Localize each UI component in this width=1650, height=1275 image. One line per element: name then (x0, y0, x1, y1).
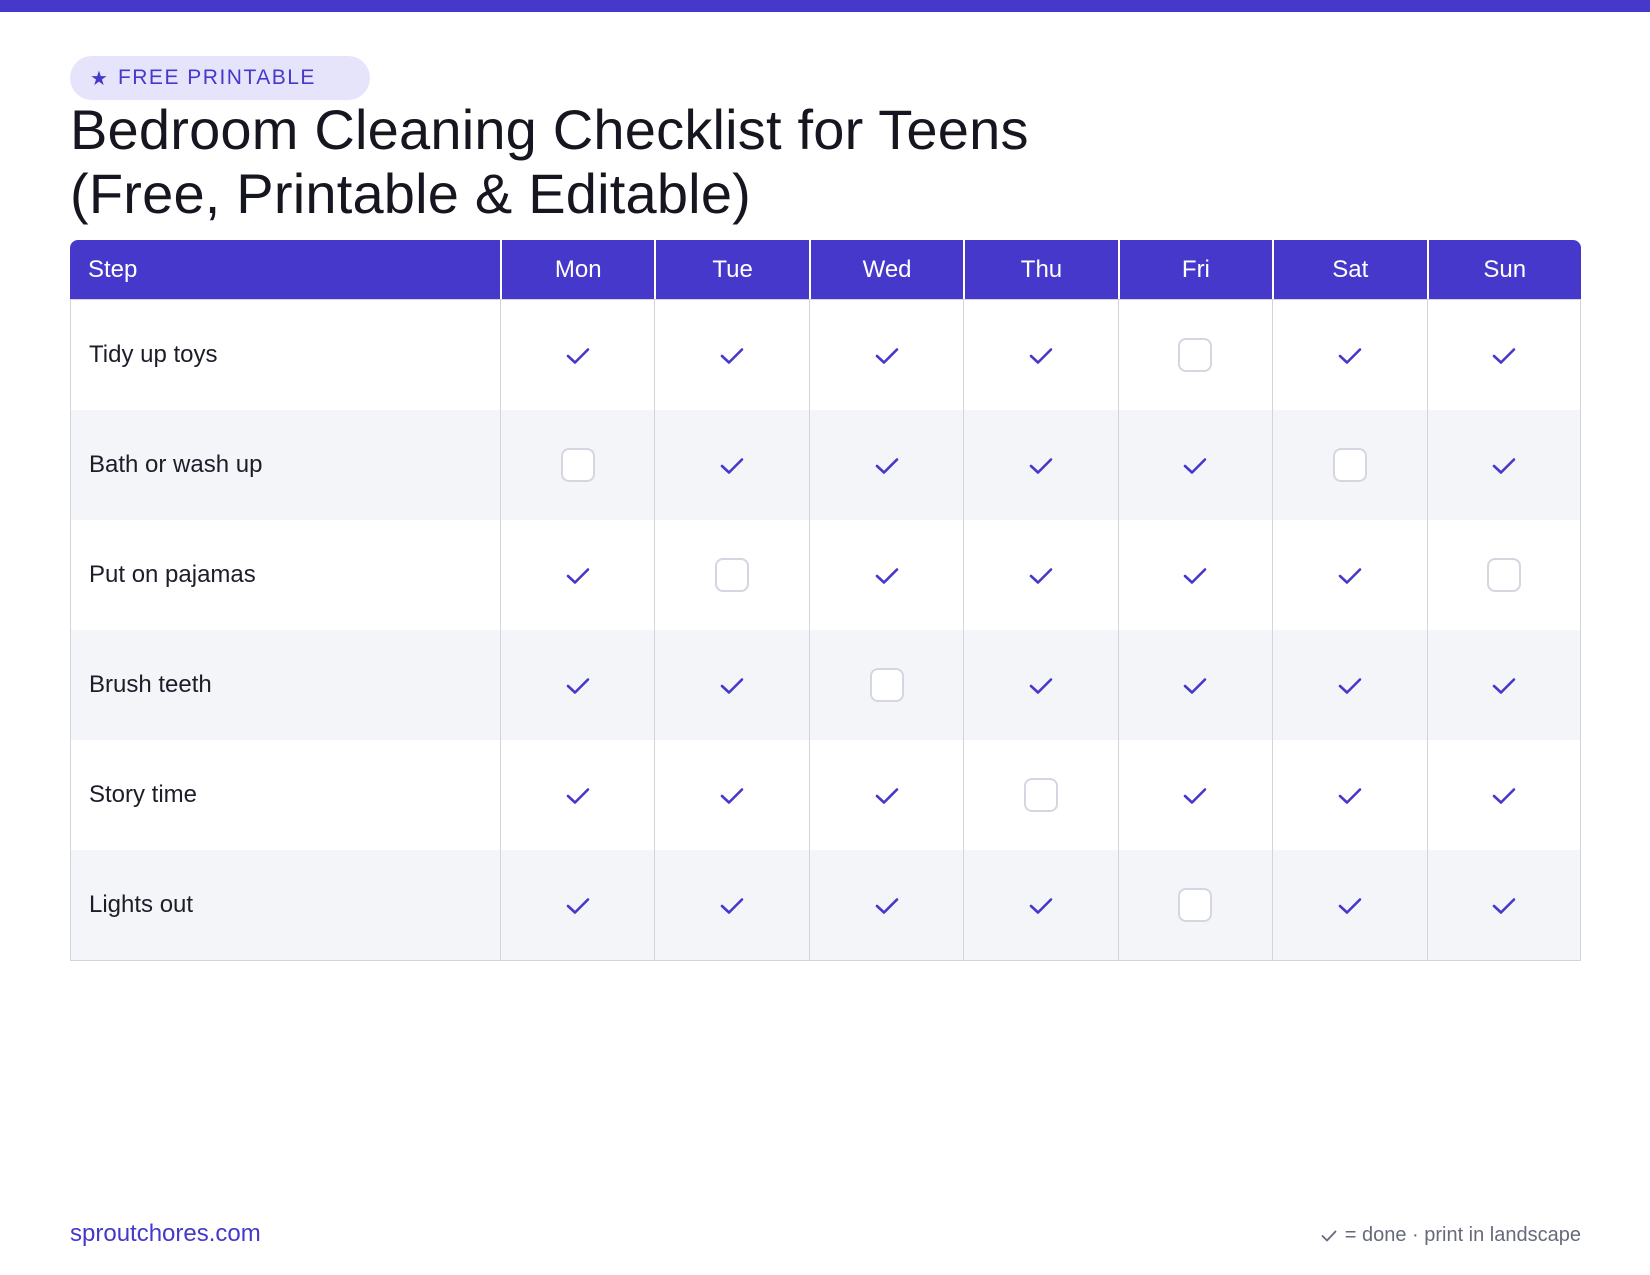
check-icon (1028, 566, 1054, 586)
day-cell-sat[interactable] (1272, 630, 1426, 740)
day-cell-tue[interactable] (654, 630, 808, 740)
empty-checkbox[interactable] (561, 448, 595, 482)
column-header-tue: Tue (654, 240, 808, 299)
day-cell-mon[interactable] (500, 410, 654, 520)
column-header-wed: Wed (809, 240, 963, 299)
check-icon (1028, 676, 1054, 696)
check-icon (1182, 786, 1208, 806)
day-cell-mon[interactable] (500, 299, 654, 410)
table-row (70, 520, 1581, 630)
check-icon (565, 896, 591, 916)
day-cell-thu[interactable] (963, 740, 1117, 850)
title-line-2: (Free, Printable & Editable) (70, 162, 752, 225)
step-label: Tidy up toys (70, 299, 500, 410)
day-cell-thu[interactable] (963, 410, 1117, 520)
day-cell-wed[interactable] (809, 410, 963, 520)
check-icon (1028, 896, 1054, 916)
day-cell-sun[interactable] (1427, 630, 1581, 740)
title-line-1: Bedroom Cleaning Checklist for Teens (70, 98, 1029, 161)
empty-checkbox[interactable] (1178, 338, 1212, 372)
column-header-thu: Thu (963, 240, 1117, 299)
empty-checkbox[interactable] (715, 558, 749, 592)
check-icon (1028, 456, 1054, 476)
day-cell-wed[interactable] (809, 520, 963, 630)
check-icon (1491, 786, 1517, 806)
day-cell-thu[interactable] (963, 299, 1117, 410)
check-icon (719, 676, 745, 696)
empty-checkbox[interactable] (1178, 888, 1212, 922)
step-label: Story time (70, 740, 500, 850)
check-icon (1337, 676, 1363, 696)
step-label: Put on pajamas (70, 520, 500, 630)
step-label: Bath or wash up (70, 410, 500, 520)
day-cell-fri[interactable] (1118, 410, 1272, 520)
day-cell-tue[interactable] (654, 410, 808, 520)
check-icon (874, 896, 900, 916)
check-icon (874, 346, 900, 366)
check-icon (1491, 456, 1517, 476)
check-icon (565, 676, 591, 696)
table-body (70, 299, 1581, 961)
day-cell-sat[interactable] (1272, 850, 1426, 961)
step-label: Lights out (70, 850, 500, 961)
day-cell-tue[interactable] (654, 299, 808, 410)
site-url: sproutchores.com (70, 1220, 261, 1247)
check-icon (565, 346, 591, 366)
check-icon (1028, 346, 1054, 366)
check-icon (1337, 786, 1363, 806)
check-icon (1182, 456, 1208, 476)
day-cell-fri[interactable] (1118, 520, 1272, 630)
day-cell-sat[interactable] (1272, 520, 1426, 630)
day-cell-mon[interactable] (500, 740, 654, 850)
check-icon (1321, 1230, 1337, 1242)
step-label: Brush teeth (70, 630, 500, 740)
table-row (70, 740, 1581, 850)
check-icon (1337, 566, 1363, 586)
check-icon (1491, 346, 1517, 366)
page-title (70, 98, 1029, 226)
table-row (70, 299, 1581, 410)
check-icon (719, 896, 745, 916)
empty-checkbox[interactable] (1487, 558, 1521, 592)
day-cell-sat[interactable] (1272, 299, 1426, 410)
column-header-step: Step (70, 240, 500, 299)
check-icon (874, 456, 900, 476)
legend-text: = done · print in landscape (1344, 1224, 1581, 1246)
day-cell-sun[interactable] (1427, 850, 1581, 961)
day-cell-wed[interactable] (809, 740, 963, 850)
day-cell-wed[interactable] (809, 850, 963, 961)
day-cell-sun[interactable] (1427, 740, 1581, 850)
check-icon (1337, 346, 1363, 366)
check-icon (874, 566, 900, 586)
column-header-fri: Fri (1118, 240, 1272, 299)
day-cell-mon[interactable] (500, 850, 654, 961)
day-cell-sat[interactable] (1272, 410, 1426, 520)
day-cell-sun[interactable] (1427, 299, 1581, 410)
day-cell-mon[interactable] (500, 630, 654, 740)
check-icon (1491, 896, 1517, 916)
top-accent-bar (0, 0, 1650, 12)
check-icon (719, 786, 745, 806)
legend-note (1321, 1224, 1581, 1247)
column-header-sat: Sat (1272, 240, 1426, 299)
check-icon (719, 456, 745, 476)
table-row (70, 410, 1581, 520)
day-cell-fri[interactable] (1118, 850, 1272, 961)
day-cell-tue[interactable] (654, 850, 808, 961)
table-header-row (70, 240, 1581, 299)
badge-label: FREE PRINTABLE (117, 66, 316, 89)
check-icon (719, 346, 745, 366)
day-cell-fri[interactable] (1118, 740, 1272, 850)
day-cell-sun[interactable] (1427, 410, 1581, 520)
empty-checkbox[interactable] (1024, 778, 1058, 812)
day-cell-thu[interactable] (963, 520, 1117, 630)
check-icon (565, 786, 591, 806)
day-cell-mon[interactable] (500, 520, 654, 630)
check-icon (874, 786, 900, 806)
day-cell-thu[interactable] (963, 630, 1117, 740)
table-row (70, 850, 1581, 961)
table-row (70, 630, 1581, 740)
star-icon: ★ (90, 67, 108, 90)
day-cell-sun[interactable] (1427, 520, 1581, 630)
day-cell-tue[interactable] (654, 740, 808, 850)
empty-checkbox[interactable] (870, 668, 904, 702)
check-icon (1491, 676, 1517, 696)
day-cell-wed[interactable] (809, 630, 963, 740)
check-icon (565, 566, 591, 586)
check-icon (1182, 676, 1208, 696)
column-header-sun: Sun (1427, 240, 1581, 299)
empty-checkbox[interactable] (1333, 448, 1367, 482)
day-cell-tue[interactable] (654, 520, 808, 630)
day-cell-thu[interactable] (963, 850, 1117, 961)
check-icon (1182, 566, 1208, 586)
day-cell-sat[interactable] (1272, 740, 1426, 850)
day-cell-wed[interactable] (809, 299, 963, 410)
column-header-mon: Mon (500, 240, 654, 299)
free-printable-badge (70, 56, 370, 100)
weekly-checklist-table (70, 240, 1581, 961)
day-cell-fri[interactable] (1118, 299, 1272, 410)
day-cell-fri[interactable] (1118, 630, 1272, 740)
check-icon (1337, 896, 1363, 916)
